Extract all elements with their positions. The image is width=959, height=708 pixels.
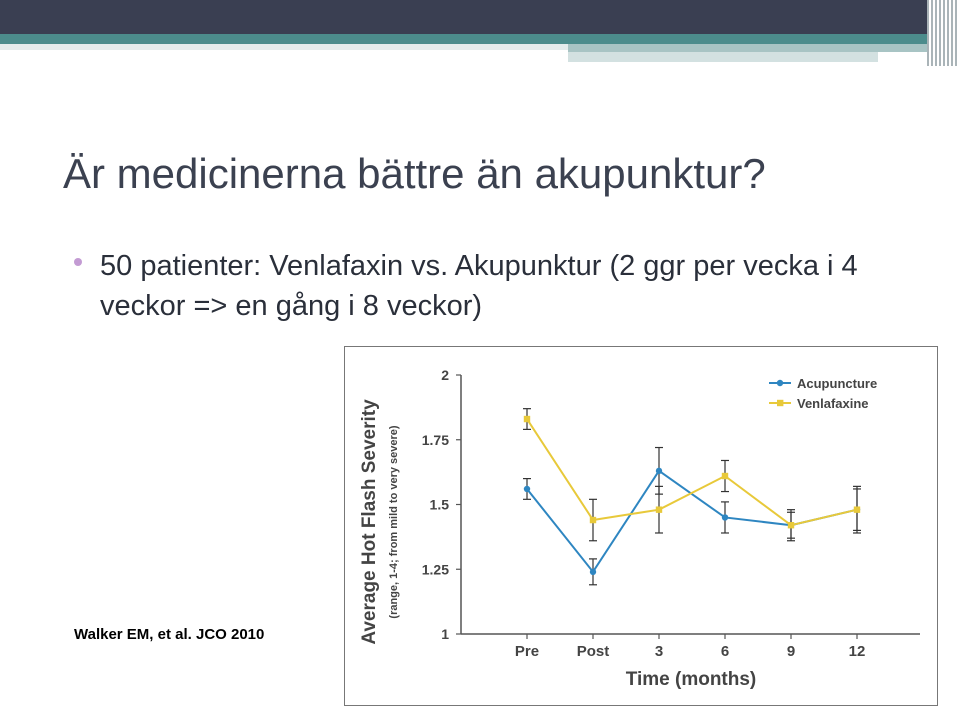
x-tick-label: 12 — [848, 643, 866, 660]
series-line — [527, 419, 857, 525]
x-tick-label: 9 — [786, 643, 796, 660]
y-tick-label: 2 — [441, 367, 449, 383]
slide-title: Är medicinerna bättre än akupunktur? — [63, 150, 766, 197]
hot-flash-chart — [345, 347, 937, 705]
data-point — [590, 569, 596, 575]
data-point — [656, 506, 662, 512]
header-stripes — [927, 0, 959, 66]
legend-label: Acupuncture — [797, 376, 878, 391]
data-point — [590, 517, 596, 523]
data-point — [788, 522, 794, 528]
legend-label: Venlafaxine — [797, 396, 869, 411]
data-point — [854, 506, 860, 512]
x-axis-label: Time (months) — [625, 669, 757, 690]
header-bar — [0, 0, 959, 34]
data-point — [524, 486, 530, 492]
x-tick-label: 6 — [720, 643, 730, 660]
legend-marker — [777, 400, 783, 406]
data-point — [524, 416, 530, 422]
y-tick-label: 1 — [441, 626, 449, 642]
legend-marker — [777, 380, 783, 386]
data-point — [722, 473, 728, 479]
bullet-text: 50 patienter: Venlafaxin vs. Akupunktur (2 ggr per vecka i 4 veckor => en gång i 8 veckor) — [100, 250, 858, 322]
y-tick-label: 1.25 — [421, 561, 449, 578]
y-axis-label: Average Hot Flash Severity — [359, 399, 380, 645]
header-accent-bar-2 — [568, 44, 930, 52]
header-shadow-bar — [0, 44, 568, 50]
bullet-icon — [74, 258, 82, 266]
y-axis-sublabel: (range, 1-4; from mild to very severe) — [388, 425, 400, 619]
chart-frame — [344, 346, 938, 706]
y-tick-label: 1.5 — [429, 496, 449, 513]
x-tick-label: Post — [576, 643, 610, 660]
x-tick-label: Pre — [514, 643, 540, 660]
header-accent-bar-3 — [568, 52, 878, 62]
data-point — [722, 514, 728, 520]
header-accent-bar — [0, 34, 930, 44]
data-point — [656, 468, 662, 474]
x-tick-label: 3 — [654, 643, 664, 660]
citation: Walker EM, et al. JCO 2010 — [74, 626, 265, 643]
y-tick-label: 1.75 — [421, 431, 449, 448]
